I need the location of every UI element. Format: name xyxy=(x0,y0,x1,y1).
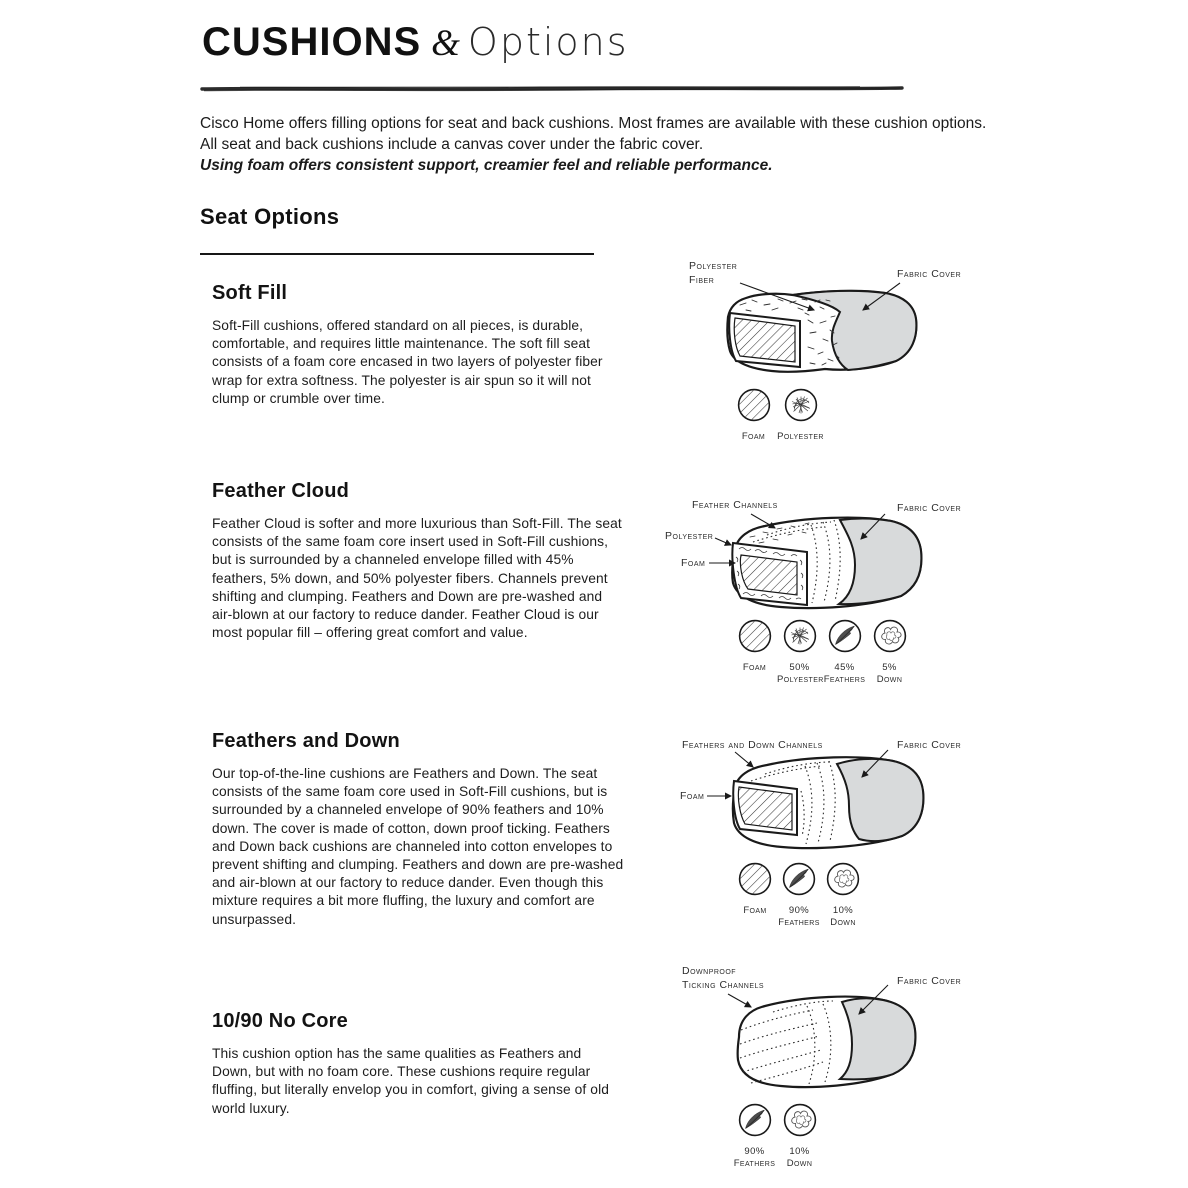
seat-options-heading: Seat Options xyxy=(200,204,340,229)
section-divider xyxy=(200,253,594,255)
intro-emphasis: Using foam offers consistent support, creamier feel and reliable performance. xyxy=(200,157,773,174)
swatch-down xyxy=(821,862,865,928)
down-swatch-icon xyxy=(873,619,907,653)
swatch-row xyxy=(732,619,912,685)
downproof-ticking-channels-label: Downproof Ticking Channels xyxy=(682,965,765,991)
swatch-row xyxy=(733,862,865,928)
swatch-feathers xyxy=(732,1103,777,1169)
foam-swatch-icon xyxy=(738,619,772,653)
fabric-cover-label: Fabric Cover xyxy=(897,268,962,280)
swatch-down xyxy=(867,619,912,685)
feather-swatch-icon xyxy=(738,1103,772,1137)
intro-paragraph xyxy=(200,113,994,176)
swatch-foam xyxy=(732,619,777,685)
intro-text: Cisco Home offers filling options for seat and back cushions. Most frames are available with these cushion options. All seat and back cushions include a canvas cover under the fabric cover. xyxy=(200,115,987,153)
section-heading-feather-cloud: Feather Cloud xyxy=(212,480,350,502)
swatch-row xyxy=(730,388,824,443)
swatch-foam xyxy=(733,862,777,928)
section-body-feathers-down: Our top-of-the-line cushions are Feathers and Down. The seat consists of the same foam core used in Soft-Fill cushions, but is surrounded by a channeled envelope of 90% feathers and 10% down. The cover is made of cotton, down proof ticking. Feathers and Down back cushions are channeled into cotton envelopes to prevent shifting and clumping. Feathers and down are pre-washed and air-blown at our factory to reduce dander. Even though this mixture requires a bit more fluffing, the luxury and comfort are unsurpassed. xyxy=(212,766,624,927)
polyester-fiber-label: Polyester Fiber xyxy=(689,260,738,286)
title-sub: Options xyxy=(467,20,629,64)
feathers-down-figure xyxy=(655,736,1000,936)
swatch-caption: Polyester xyxy=(777,431,824,442)
fabric-cover-label: Fabric Cover xyxy=(897,975,962,987)
swatch-row xyxy=(732,1103,822,1169)
swatch-foam xyxy=(730,388,777,443)
swatch-polyester xyxy=(777,619,822,685)
fabric-cover-label: Fabric Cover xyxy=(897,739,962,751)
foam-swatch-icon xyxy=(737,388,771,422)
swatch-caption: 50% Polyester xyxy=(777,662,824,685)
swatch-caption: 45% Feathers xyxy=(823,662,866,685)
swatch-caption: Foam xyxy=(743,905,767,916)
charcoal-divider xyxy=(200,84,906,94)
section-heading-soft-fill: Soft Fill xyxy=(212,282,288,304)
section-body-feather-cloud: Feather Cloud is softer and more luxurious than Soft-Fill. The seat consists of the same foam core insert used in Soft-Fill cushions, but is surrounded by a channeled envelope filled with 45% feathers, 5% down, and 50% polyester fibers. Channels prevent shifting and clumping. Feathers and Down are pre-washed and air-blown at our factory to reduce dander. Feather Cloud is our most popular fill – offering great comfort and value. xyxy=(212,516,622,641)
section-body-1090-no-core: This cushion option has the same qualities as Feathers and Down, but with no foam core. These cushions require regular fluffing, but literally envelop you in comfort, giving a sense of old world luxury. xyxy=(212,1046,610,1116)
foam-label: Foam xyxy=(680,790,705,802)
swatch-down xyxy=(777,1103,822,1169)
no-core-figure xyxy=(655,962,1000,1188)
swatch-caption: 90% Feathers xyxy=(778,905,820,928)
section-heading-1090-no-core: 10/90 No Core xyxy=(212,1010,348,1032)
feather-swatch-icon xyxy=(782,862,816,896)
soft-fill-figure xyxy=(660,255,1005,460)
title-main: CUSHIONS xyxy=(202,20,422,64)
feather-channels-label: Feather Channels xyxy=(692,499,778,511)
swatch-caption: 10% Down xyxy=(786,1146,813,1169)
feathers-down-channels-label: Feathers and Down Channels xyxy=(682,739,823,751)
feathers-down-cushion-illustration xyxy=(655,736,1000,862)
swatch-caption: Foam xyxy=(741,431,766,442)
foam-swatch-icon xyxy=(738,862,772,896)
title-ampersand: & xyxy=(431,23,460,64)
swatch-caption: 5% Down xyxy=(876,662,903,685)
section-body-soft-fill: Soft-Fill cushions, offered standard on all pieces, is durable, comfortable, and requires little maintenance. The soft fill seat consists of a foam core encased in two layers of polyester fiber wrap for extra softness. The polyester is air spun so it will not clump or crumble over time. xyxy=(212,318,603,406)
foam-label: Foam xyxy=(681,557,706,569)
down-swatch-icon xyxy=(783,1103,817,1137)
swatch-feathers xyxy=(822,619,867,685)
section-heading-feathers-down: Feathers and Down xyxy=(212,730,400,752)
down-swatch-icon xyxy=(826,862,860,896)
fabric-cover-label: Fabric Cover xyxy=(897,502,962,514)
polyester-swatch-icon xyxy=(784,388,818,422)
page-title xyxy=(202,20,629,65)
swatch-feathers xyxy=(777,862,821,928)
polyester-swatch-icon xyxy=(783,619,817,653)
swatch-caption: 90% Feathers xyxy=(733,1146,776,1169)
swatch-caption: Foam xyxy=(742,662,767,673)
feather-cloud-figure xyxy=(655,495,1000,695)
swatch-polyester xyxy=(777,388,824,443)
polyester-label: Polyester xyxy=(665,530,714,542)
swatch-caption: 10% Down xyxy=(830,905,856,928)
feather-swatch-icon xyxy=(828,619,862,653)
